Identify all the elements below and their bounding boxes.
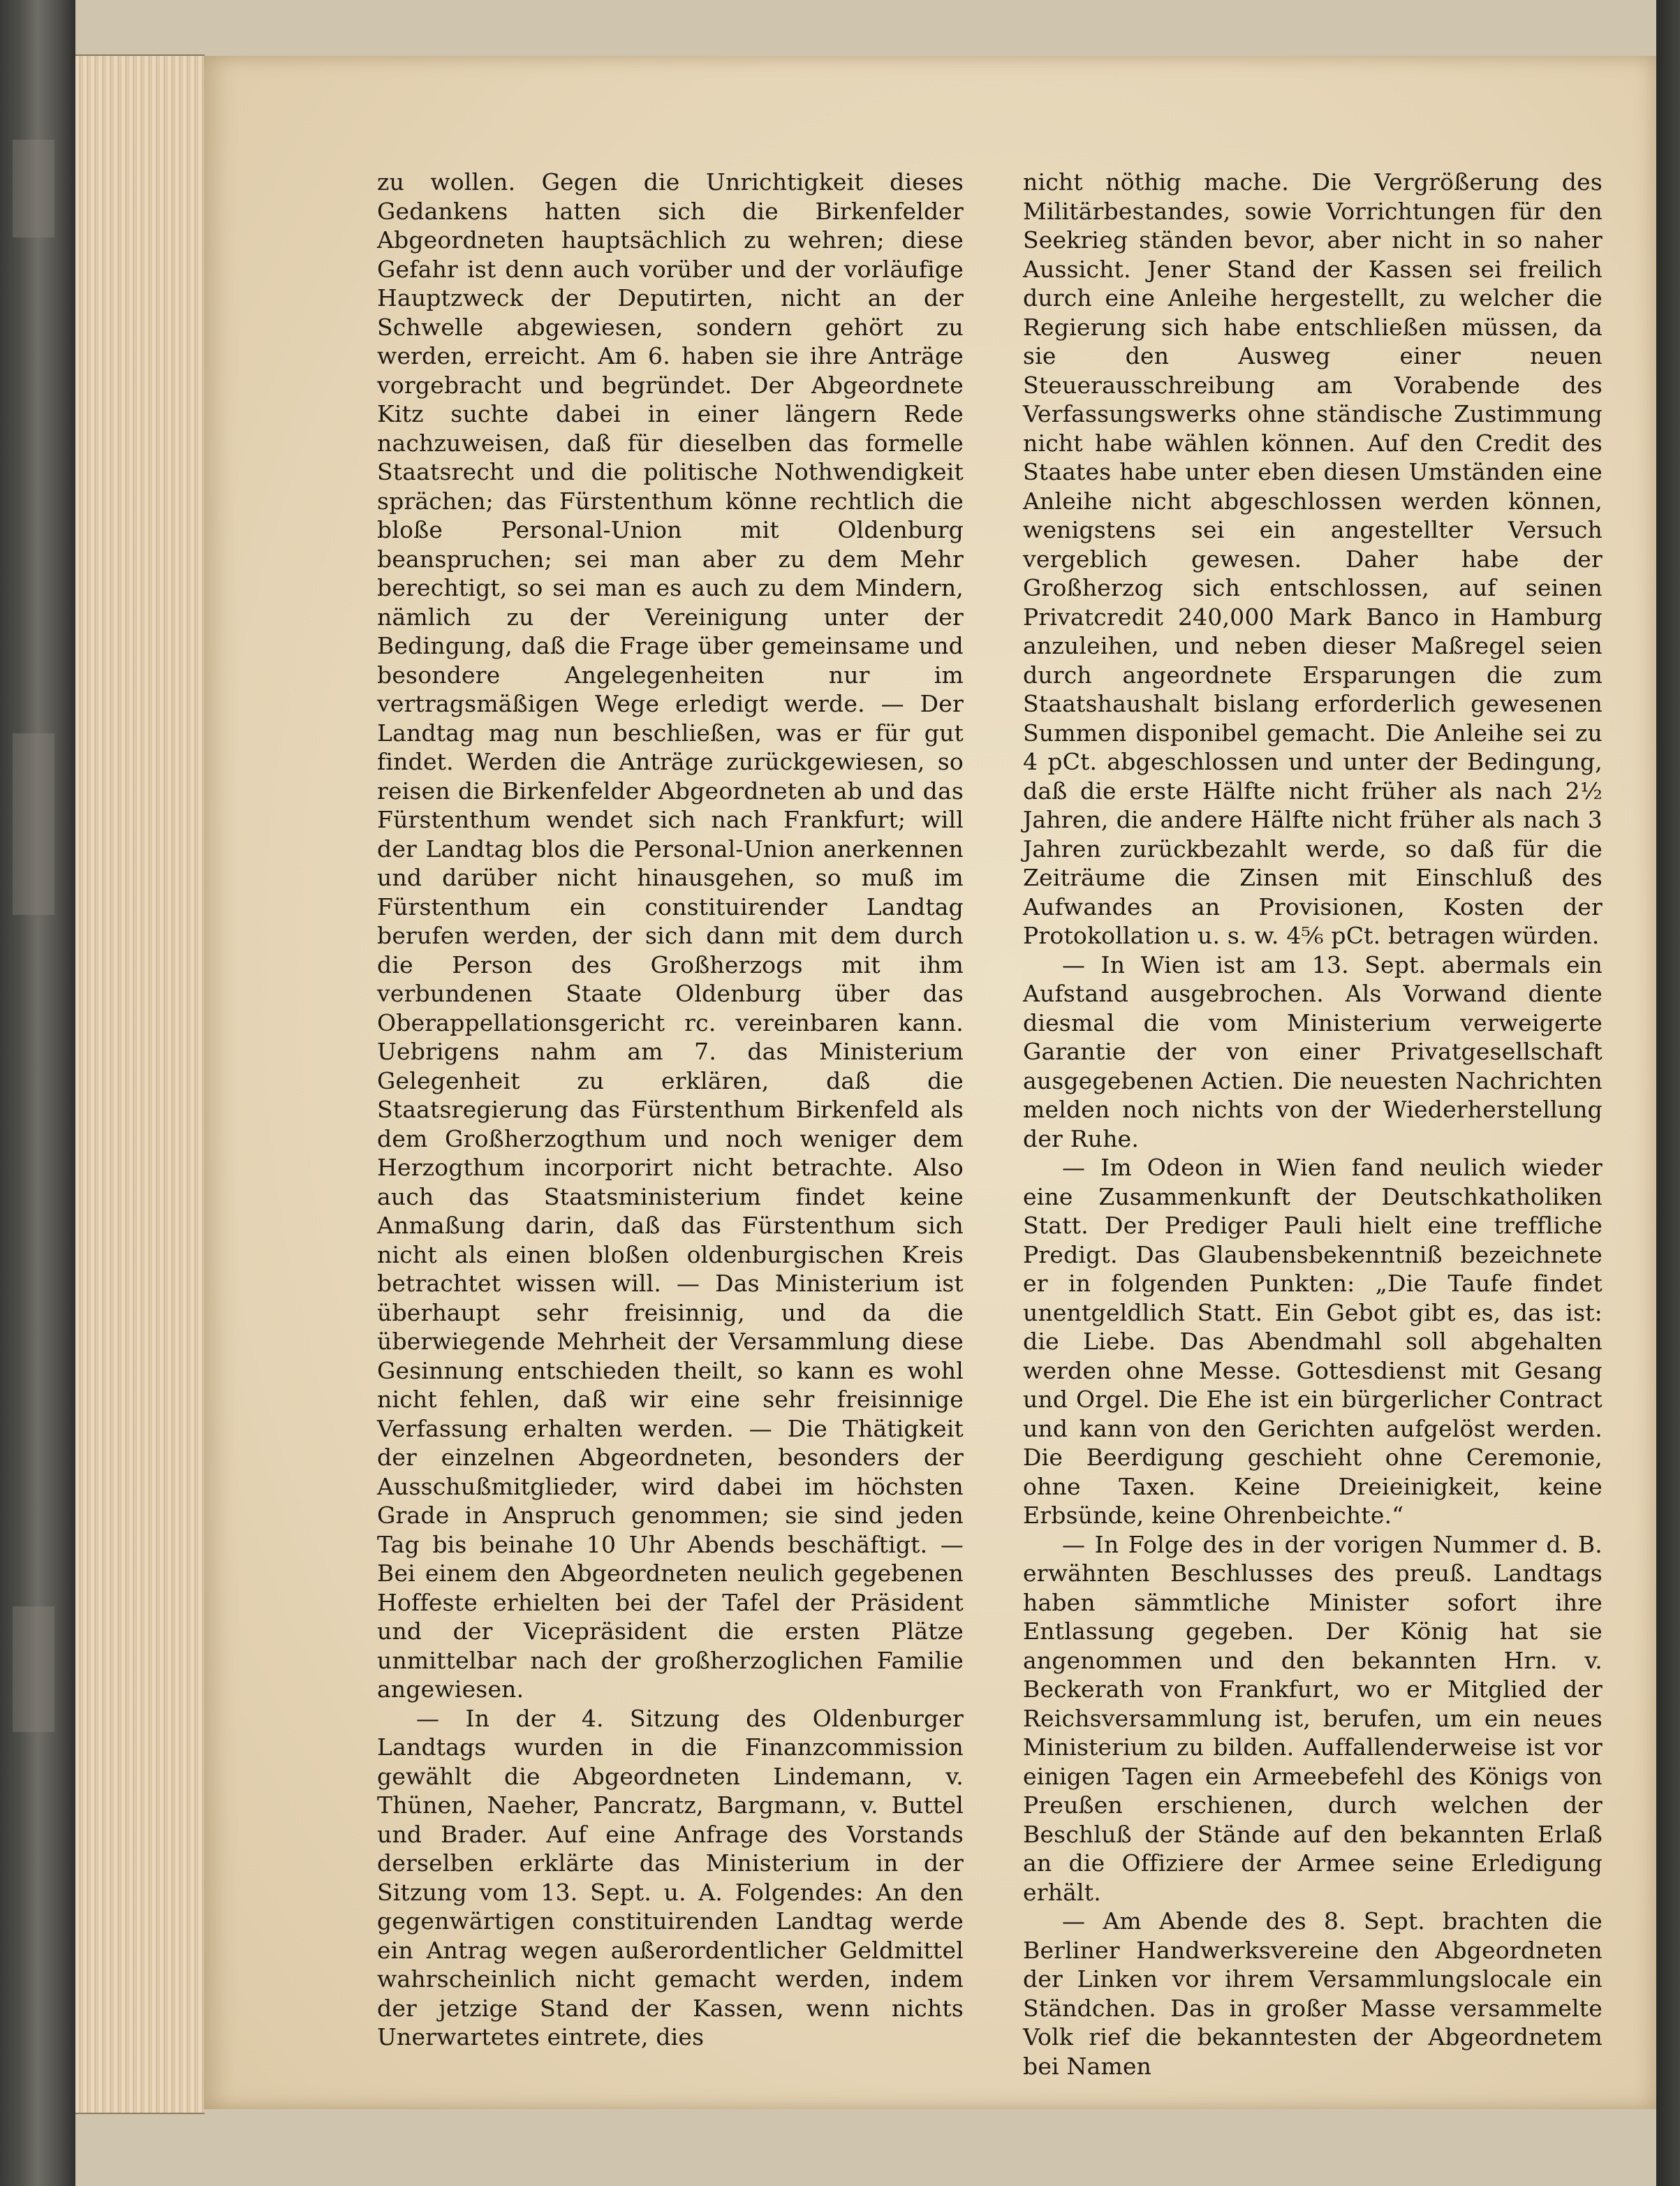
article-paragraph: — Am Abende des 8. Sept. brachten die Berliner Handwerksvereine den Abgeordneten der Linken vor ihrem Versammlungslocale ein Ständchen. Das in großer Masse versammelte Volk rief die bekanntesten der Abgeordnetem bei Namen [1023, 1907, 1602, 2080]
article-paragraph: nicht nöthig mache. Die Vergrößerung des Militärbestandes, sowie Vorrichtungen für den Seekrieg ständen bevor, aber nicht in so naher Aussicht. Jener Stand der Kassen sei freilich durch eine Anleihe hergestellt, zu welcher die Regierung sich habe entschließen müssen, da sie den Ausweg einer neuen Steuerausschreibung am Vorabende des Verfassungswerks ohne ständische Zustimmung nicht habe wählen können. Auf den Credit des Staates habe unter eben diesen Umständen eine Anleihe nicht abgeschlossen werden können, wenigstens sei ein angestellter Versuch vergeblich gewesen. Daher habe der Großherzog sich entschlossen, auf seinen Privatcredit 240,000 Mark Banco in Hamburg anzuleihen, und neben dieser Maßregel seien durch angeordnete Ersparungen die zum Staatshaushalt bislang erforderlich gewesenen Summen disponibel gemacht. Die Anleihe sei zu 4 pCt. abgeschlossen und unter der Bedingung, daß die erste Hälfte nicht früher als nach 2½ Jahren, die andere Hälfte nicht früher als nach 3 Jahren zurückbezahlt werde, so daß für die Zeiträume die Zinsen mit Einschluß des Aufwandes an Provisionen, Kosten der Protokollation u. s. w. 4⅚ pCt. betragen würden. [1023, 168, 1602, 949]
book-spine [0, 0, 75, 2186]
article-paragraph: zu wollen. Gegen die Unrichtigkeit dieses Gedankens hatten sich die Birkenfelder Abgeordneten hauptsächlich zu wehren; diese Gefahr ist denn auch vorüber und der vorläufige Hauptzweck der Deputirten, nicht an der Schwelle abgewiesen, sondern gehört zu werden, erreicht. Am 6. haben sie ihre Anträge vorgebracht und begründet. Der Abgeordnete Kitz suchte dabei in einer längern Rede nachzuweisen, daß für dieselben das formelle Staatsrecht und die politische Nothwendigkeit sprächen; das Fürstenthum könne rechtlich die bloße Personal-Union mit Oldenburg beanspruchen; sei man aber zu dem Mehr berechtigt, so sei man es auch zu dem Mindern, nämlich zu der Vereinigung unter der Bedingung, daß die Frage über gemeinsame und besondere Angelegenheiten nur im vertragsmäßigen Wege erledigt werde. — Der Landtag mag nun beschließen, was er für gut findet. Werden die Anträge zurückgewiesen, so reisen die Birkenfelder Abgeordneten ab und das Fürstenthum wendet sich nach Frankfurt; will der Landtag blos die Personal-Union anerkennen und darüber nicht hinausgehen, so muß im Fürstenthum ein constituirender Landtag berufen werden, der sich dann mit dem durch die Person des Großherzogs mit ihm verbundenen Staate Oldenburg über das Oberappellationsgericht rc. vereinbaren kann. Uebrigens nahm am 7. das Ministerium Gelegenheit zu erklären, daß die Staatsregierung das Fürstenthum Birkenfeld als dem Großherzogthum und noch weniger dem Herzogthum incorporirt nicht betrachte. Also auch das Staatsministerium findet keine Anmaßung darin, daß das Fürstenthum sich nicht als einen bloßen oldenburgischen Kreis betrachtet wissen will. — Das Ministerium ist überhaupt sehr freisinnig, und da die überwiegende Mehrheit der Versammlung diese Gesinnung entschieden theilt, so kann es wohl nicht fehlen, daß wir eine sehr freisinnige Verfassung erhalten werden. — Die Thätigkeit der einzelnen Abgeordneten, besonders der Ausschußmitglieder, wird dabei im höchsten Grade in Anspruch genommen; sie sind jeden Tag bis beinahe 10 Uhr Abends beschäftigt. — Bei einem den Abgeordneten neulich gegebenen Hoffeste erhielten bei der Tafel der Präsident und der Vicepräsident die ersten Plätze unmittelbar nach der großherzoglichen Familie angewiesen. [377, 168, 964, 1703]
article-paragraph: — In der 4. Sitzung des Oldenburger Landtags wurden in die Finanzcommission gewählt die Abgeordneten Lindemann, v. Thünen, Naeher, Pancratz, Bargmann, v. Buttel und Brader. Auf eine Anfrage des Vorstands derselben erklärte das Ministerium in der Sitzung vom 13. Sept. u. A. Folgendes: An den gegenwärtigen constituirenden Landtag werde ein Antrag wegen außerordentlicher Geldmittel wahrscheinlich nicht gemacht werden, indem der jetzige Stand der Kassen, wenn nichts Unerwartetes eintrete, dies [377, 1704, 964, 2051]
article-paragraph: — In Wien ist am 13. Sept. abermals ein Aufstand ausgebrochen. Als Vorwand diente diesmal die vom Ministerium verweigerte Garantie der von einer Privatgesellschaft ausgegebenen Actien. Die neuesten Nachrichten melden noch nichts von der Wiederherstellung der Ruhe. [1023, 951, 1602, 1152]
page-edges [75, 54, 205, 2114]
right-text-column [1023, 168, 1602, 2081]
facing-page-edge [1656, 0, 1680, 2186]
article-paragraph: — In Folge des in der vorigen Nummer d. B. erwähnten Beschlusses des preuß. Landtags haben sämmtliche Minister sofort ihre Entlassung gegeben. Der König hat sie angenommen und den bekannten Hrn. v. Beckerath von Frankfurt, wo er Mitglied der Reichsversammlung ist, berufen, um ein neues Ministerium zu bilden. Auffallenderweise ist vor einigen Tagen ein Armeebefehl des Königs von Preußen erschienen, durch welchen der Beschluß der Stände auf den bekannten Erlaß an die Offiziere der Armee seine Erledigung erhält. [1023, 1530, 1602, 1906]
left-text-column [377, 168, 964, 2052]
article-paragraph: — Im Odeon in Wien fand neulich wieder eine Zusammenkunft der Deutschkatholiken Statt. Der Prediger Pauli hielt eine treffliche Predigt. Das Glaubensbekenntniß bezeichnete er in folgenden Punkten: „Die Taufe findet unentgeldlich Statt. Ein Gebot gibt es, das ist: die Liebe. Das Abendmahl soll abgehalten werden ohne Messe. Gottesdienst mit Gesang und Orgel. Die Ehe ist ein bürgerlicher Contract und kann von den Gerichten aufgelöst werden. Die Beerdigung geschieht ohne Ceremonie, ohne Taxen. Keine Dreieinigkeit, keine Erbsünde, keine Ohrenbeichte.“ [1023, 1154, 1602, 1529]
